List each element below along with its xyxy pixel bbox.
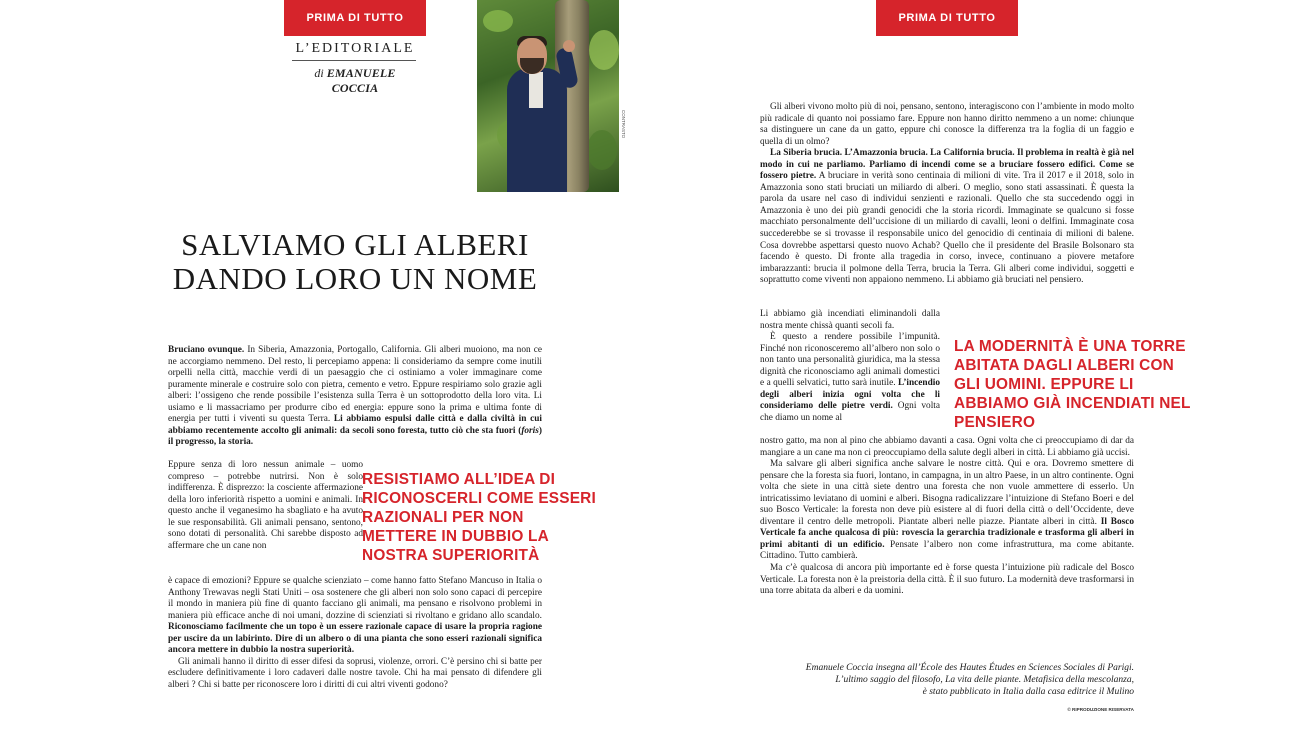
author-bio xyxy=(760,662,1134,698)
editorial-divider xyxy=(292,60,416,61)
editorial-label: L’EDITORIALE xyxy=(295,41,415,56)
byline xyxy=(290,66,420,96)
lead-bold: Bruciano ovunque. xyxy=(168,345,245,355)
headline-line-2: DANDO LORO UN NOME xyxy=(172,261,538,296)
body-text: Ma salvare gli alberi significa anche salvare le nostre città. Qui e ora. Dovremo smettere di pensare che la foresta sia fuori, lontano, in campagna, in un altro Paese, in un altro continente. Ogni volta che siete in una città siete dentro una foresta che non vuole ammettere di esserlo. Un intricatissimo leviatano di uomini e alberi. Bisogna radicalizzare l’intuizione di Stefano Boeri e del suo Bosco Verticale: la foresta non deve più esistere al di fuori della città o dell’Occidente, deve diventare il centro delle metropoli. Piantate alberi nelle piazze. Piantate alberi in città. xyxy=(760,459,1134,527)
article-column-right-bottom xyxy=(760,436,1134,598)
emphasis-text: ) il progresso, la storia. xyxy=(168,425,542,448)
bio-line: è stato pubblicato in Italia dalla casa editrice il Mulino xyxy=(922,687,1134,697)
byline-prefix: di xyxy=(314,66,324,80)
body-text: Ogni volta che diamo un nome al xyxy=(760,401,940,423)
author-photo xyxy=(477,0,619,192)
article-column-right-top xyxy=(760,102,1134,287)
headline-line-1: SALVIAMO GLI ALBERI xyxy=(181,227,529,262)
emphasis-text: Riconosciamo facilmente che un topo è un essere razionale capace di usare la propria ragione per uscire da un labirinto. Dire di un albero o di una pianta che sono esseri razionali significa ancora mettere in dubbio la nostra superiorità. xyxy=(168,622,542,656)
article-column-right-narrow xyxy=(760,309,940,424)
body-text: Li abbiamo già incendiati eliminandoli dalla nostra mente chissà quanti secoli fa. xyxy=(760,309,940,331)
pull-quote-left: RESISTIAMO ALL’IDEA DI RICONOSCERLI COME ESSERI RAZIONALI PER NON METTERE IN DUBBIO LA NOSTRA SUPERIORITÀ xyxy=(362,471,596,564)
body-text: Eppure senza di loro nessun animale – uomo compreso – potrebbe nutrirsi. Non è solo indifferenza. È disprezzo: la cosciente affermazione della loro inferiorità rispetto a uomini e animali. In questo anche il veganesimo ha sbagliato e ha avuto le sue responsabilità. Gli animali pensano, sentono, sono dotati di personalità. Chi sarebbe disposto ad affermare che un cane non xyxy=(168,460,363,551)
section-tab-left: PRIMA DI TUTTO xyxy=(284,0,426,36)
emphasis-text: Il Bosco Verticale fa anche qualcosa di più: rovescia la gerarchia tradizionale e trasforma gli alberi in primi abitanti di un edificio. xyxy=(760,516,1134,550)
emphasis-text: L’incendio degli alberi inizia ogni volta che li consideriamo delle pietre verdi. xyxy=(760,378,940,412)
body-text: Pensate l’albero non come infrastruttura, ma come abitante. Cittadino. Tutto cambierà. xyxy=(760,539,1134,562)
emphasis-text: Li abbiamo espulsi dalle città e dalla civiltà in cui abbiamo recentemente accolto gli animali: da secoli sono foresta, tutto ciò che sta fuori ( xyxy=(168,414,542,436)
section-tab-right: PRIMA DI TUTTO xyxy=(876,0,1018,36)
article-column-left-bottom xyxy=(168,576,542,691)
body-paragraph: Gli alberi vivono molto più di noi, pensano, sentono, interagiscono con l’ambiente in modo molto più radicale di quanto noi possiamo fare. Eppure non hanno diritto nemmeno a un nome: chiunque sa distinguere un cane da un gatto, eppure chi conosce la differenza tra la foglia di un faggio e quella di un olmo? xyxy=(760,102,1134,147)
copyright-notice: © RIPRODUZIONE RISERVATA xyxy=(1067,707,1134,712)
body-text: A bruciare in verità sono centinaia di milioni di vite. Tra il 2017 e il 2018, solo in Amazzonia sono stati bruciati un miliardo di alberi. O meglio, sono stati assassinati. È questa la parola da usare nel caso di individui senzienti e razionali. Quello che sta succedendo oggi in Amazzonia è uno dei più grandi genocidi che la storia ricordi. Immaginate se qualcuno si fosse macchiato personalmente dell’uccisione di un miliardo di cavalli, leoni o delfini. Immaginate cosa succederebbe se si trovasse il responsabile unico del genocidio di centinaia di milioni di balene. Cosa dovrebbe aspettarsi questo nuovo Achab? Quello che il presidente del Brasile Bolsonaro sta facendo è questo. Di fronte alla tragedia in corso, invece, continuano a piovere metafore imbarazzanti: brucia il polmone della Terra, brucia la Terra. Gli alberi come individui, soggetti e soprattutto come viventi non appaiono nemmeno. Li abbiamo già bruciati nel pensiero. xyxy=(760,171,1134,286)
body-text: È questo a rendere possibile l’impunità. Finché non riconosceremo all’albero non solo o non tanto una personalità giuridica, ma la stessa dignità che riconosciamo agli animali domestici e a quelli selvatici, tutto sarà inutile. xyxy=(760,332,940,389)
article-column-left-top xyxy=(168,345,542,449)
photo-credit: CONTRASTO xyxy=(621,110,626,139)
body-paragraph: Gli animali hanno il diritto di esser difesi da soprusi, violenze, orrori. C’è persino chi si batte per escludere definitivamente i loro cadaveri dalle nostre tavole. Chi ha mai pensato di difendere gli alberi ? Chi si batte per riconoscere loro i diritti di cui altri viventi godono? xyxy=(168,656,542,690)
article-column-left-narrow xyxy=(168,460,363,552)
byline-author: EMANUELE COCCIA xyxy=(326,66,396,95)
body-text: è capace di emozioni? Eppure se qualche scienziato – come hanno fatto Stefano Mancuso in Italia o Anthony Trewavas negli Stati Uniti – osa sostenere che gli alberi non solo sono capaci di percepire il mondo in maniera più fine di quanto facciano gli animali, ma pensano e risolvono problemi in maniera più efficace anche di noi umani, dozzine di scienziati si rivoltano e gridano allo scandalo. xyxy=(168,576,542,621)
body-text: In Siberia, Amazzonia, Portogallo, California. Gli alberi muoiono, ma non ce ne accorgiamo nemmeno. Del resto, li percepiamo appena: li consideriamo da sempre come inutili orpelli nella città, macchie verdi di un paesaggio che ci ostiniamo a voler immaginare come puramente minerale e costruire solo con pietra, cemento e vetro. Eppure respiriamo solo grazie agli alberi: l’ossigeno che rende possibile l’esistenza sulla Terra è un sottoprodotto della loro vita. Li usiamo e li massacriamo per produrre cibo ed energia: eppure sono la prima e ultima fonte di energia per tutti i viventi su questa Terra. xyxy=(168,345,542,425)
headline xyxy=(160,228,550,296)
emphasis-italic: foris xyxy=(521,425,539,436)
body-text: nostro gatto, ma non al pino che abbiamo davanti a casa. Ogni volta che ci preoccupiamo di dar da mangiare a un cane ma non ci preoccupiamo della salute degli alberi in città. Li abbiamo già uccisi. xyxy=(760,436,1134,458)
pull-quote-right: LA MODERNITÀ È UNA TORRE ABITATA DAGLI ALBERI CON GLI UOMINI. EPPURE LI ABBIAMO GIÀ INCENDIATI NEL PENSIERO xyxy=(954,338,1191,431)
body-paragraph: Ma c’è qualcosa di ancora più importante ed è forse questa l’intuizione più radicale del Bosco Verticale. La foresta non è la preistoria della città. È il suo futuro. La modernità deve trasformarsi in una torre abitata da alberi e da uomini. xyxy=(760,563,1134,597)
bio-line: Emanuele Coccia insegna all’École des Hautes Études en Sciences Sociales di Parigi. xyxy=(805,663,1134,673)
bio-line: L’ultimo saggio del filosofo, La vita delle piante. Metafisica della mescolanza, xyxy=(835,675,1134,685)
emphasis-text: La Siberia brucia. L’Amazzonia brucia. La California brucia. Il problema in realtà è già nel modo in cui ne parliamo. Parliamo di incendi come se a bruciare fossero edifici. Come se fossero pietre. xyxy=(760,148,1134,182)
